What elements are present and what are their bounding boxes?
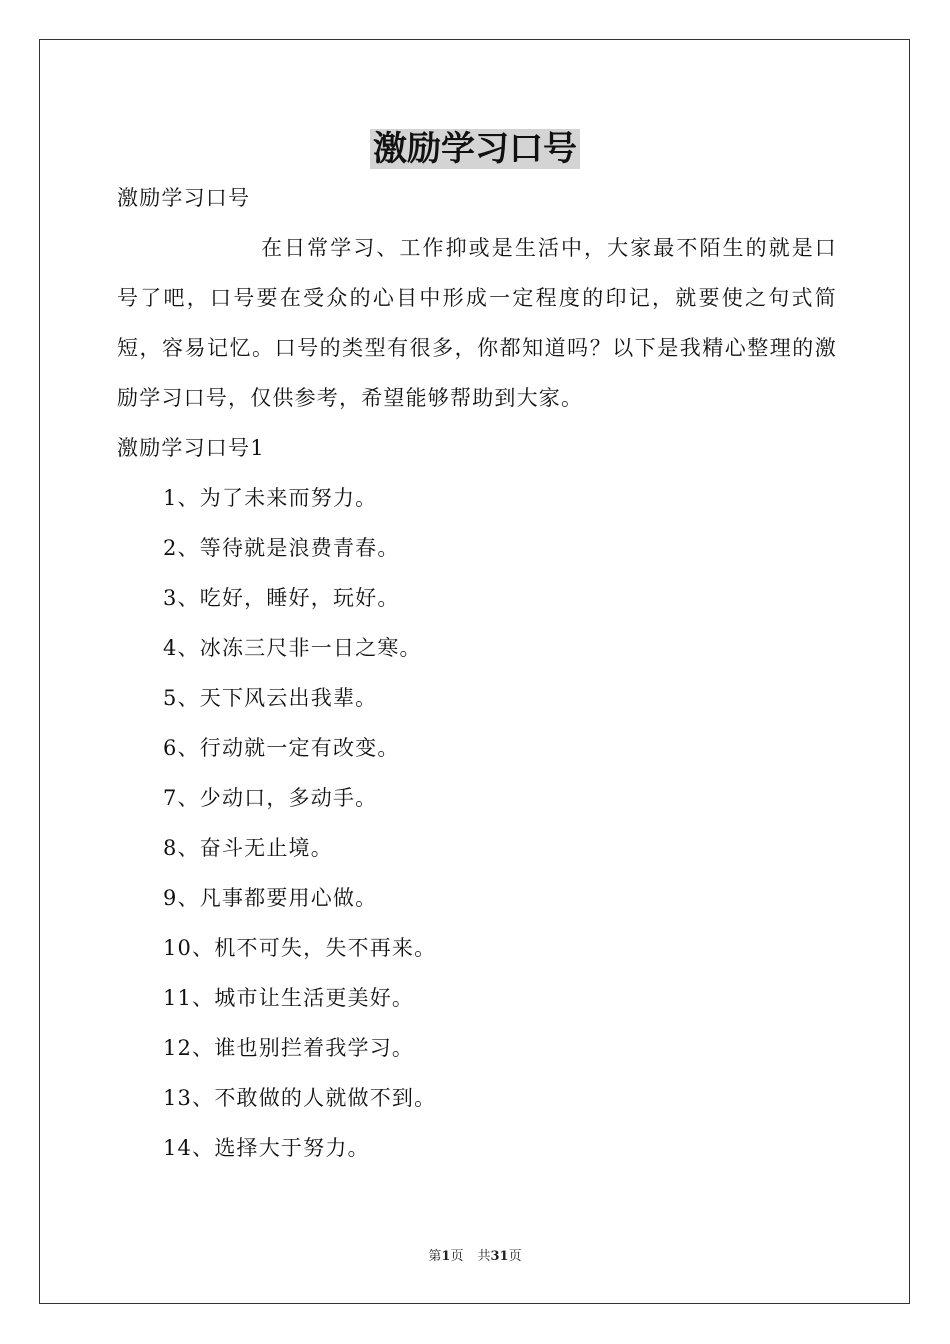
document-title — [0, 126, 950, 172]
page-number: 1 — [441, 1249, 451, 1264]
page-footer — [0, 1247, 950, 1267]
page-prefix: 第 — [428, 1249, 442, 1264]
total-prefix: 共 — [477, 1249, 491, 1264]
total-suffix: 页 — [508, 1249, 522, 1264]
list-item: 7、少动口，多动手。 — [163, 786, 378, 810]
list-item: 8、奋斗无止境。 — [163, 836, 333, 860]
list-item: 9、凡事都要用心做。 — [163, 886, 378, 910]
intro-paragraph: 在日常学习、工作抑或是生活中，大家最不陌生的就是口号了吧，口号要在受众的心目中形成一定程度的印记，就要使之句式简短，容易记忆。口号的类型有很多，你都知道吗？以下是我精心整理的激励学习口号，仅供参考，希望能够帮助到大家。 — [117, 236, 837, 410]
total-pages: 31 — [490, 1249, 509, 1264]
list-item: 3、吃好，睡好，玩好。 — [163, 586, 400, 610]
list-item: 13、不敢做的人就做不到。 — [163, 1086, 437, 1110]
list-item: 12、谁也别拦着我学习。 — [163, 1036, 415, 1060]
list-item: 5、天下风云出我辈。 — [163, 686, 378, 710]
section-heading: 激励学习口号1 — [117, 436, 265, 460]
list-item: 11、城市让生活更美好。 — [163, 986, 415, 1010]
list-item: 2、等待就是浪费青春。 — [163, 536, 400, 560]
page-suffix: 页 — [450, 1249, 464, 1264]
list-item: 6、行动就一定有改变。 — [163, 736, 400, 760]
document-subtitle: 激励学习口号 — [117, 186, 251, 210]
list-item: 1、为了未来而努力。 — [163, 486, 378, 510]
list-item: 10、机不可失，失不再来。 — [163, 936, 437, 960]
list-item: 14、选择大于努力。 — [163, 1136, 370, 1160]
document-title-text: 激励学习口号 — [370, 129, 580, 169]
list-item: 4、冰冻三尺非一日之寒。 — [163, 636, 422, 660]
slogan-list — [163, 473, 436, 1173]
